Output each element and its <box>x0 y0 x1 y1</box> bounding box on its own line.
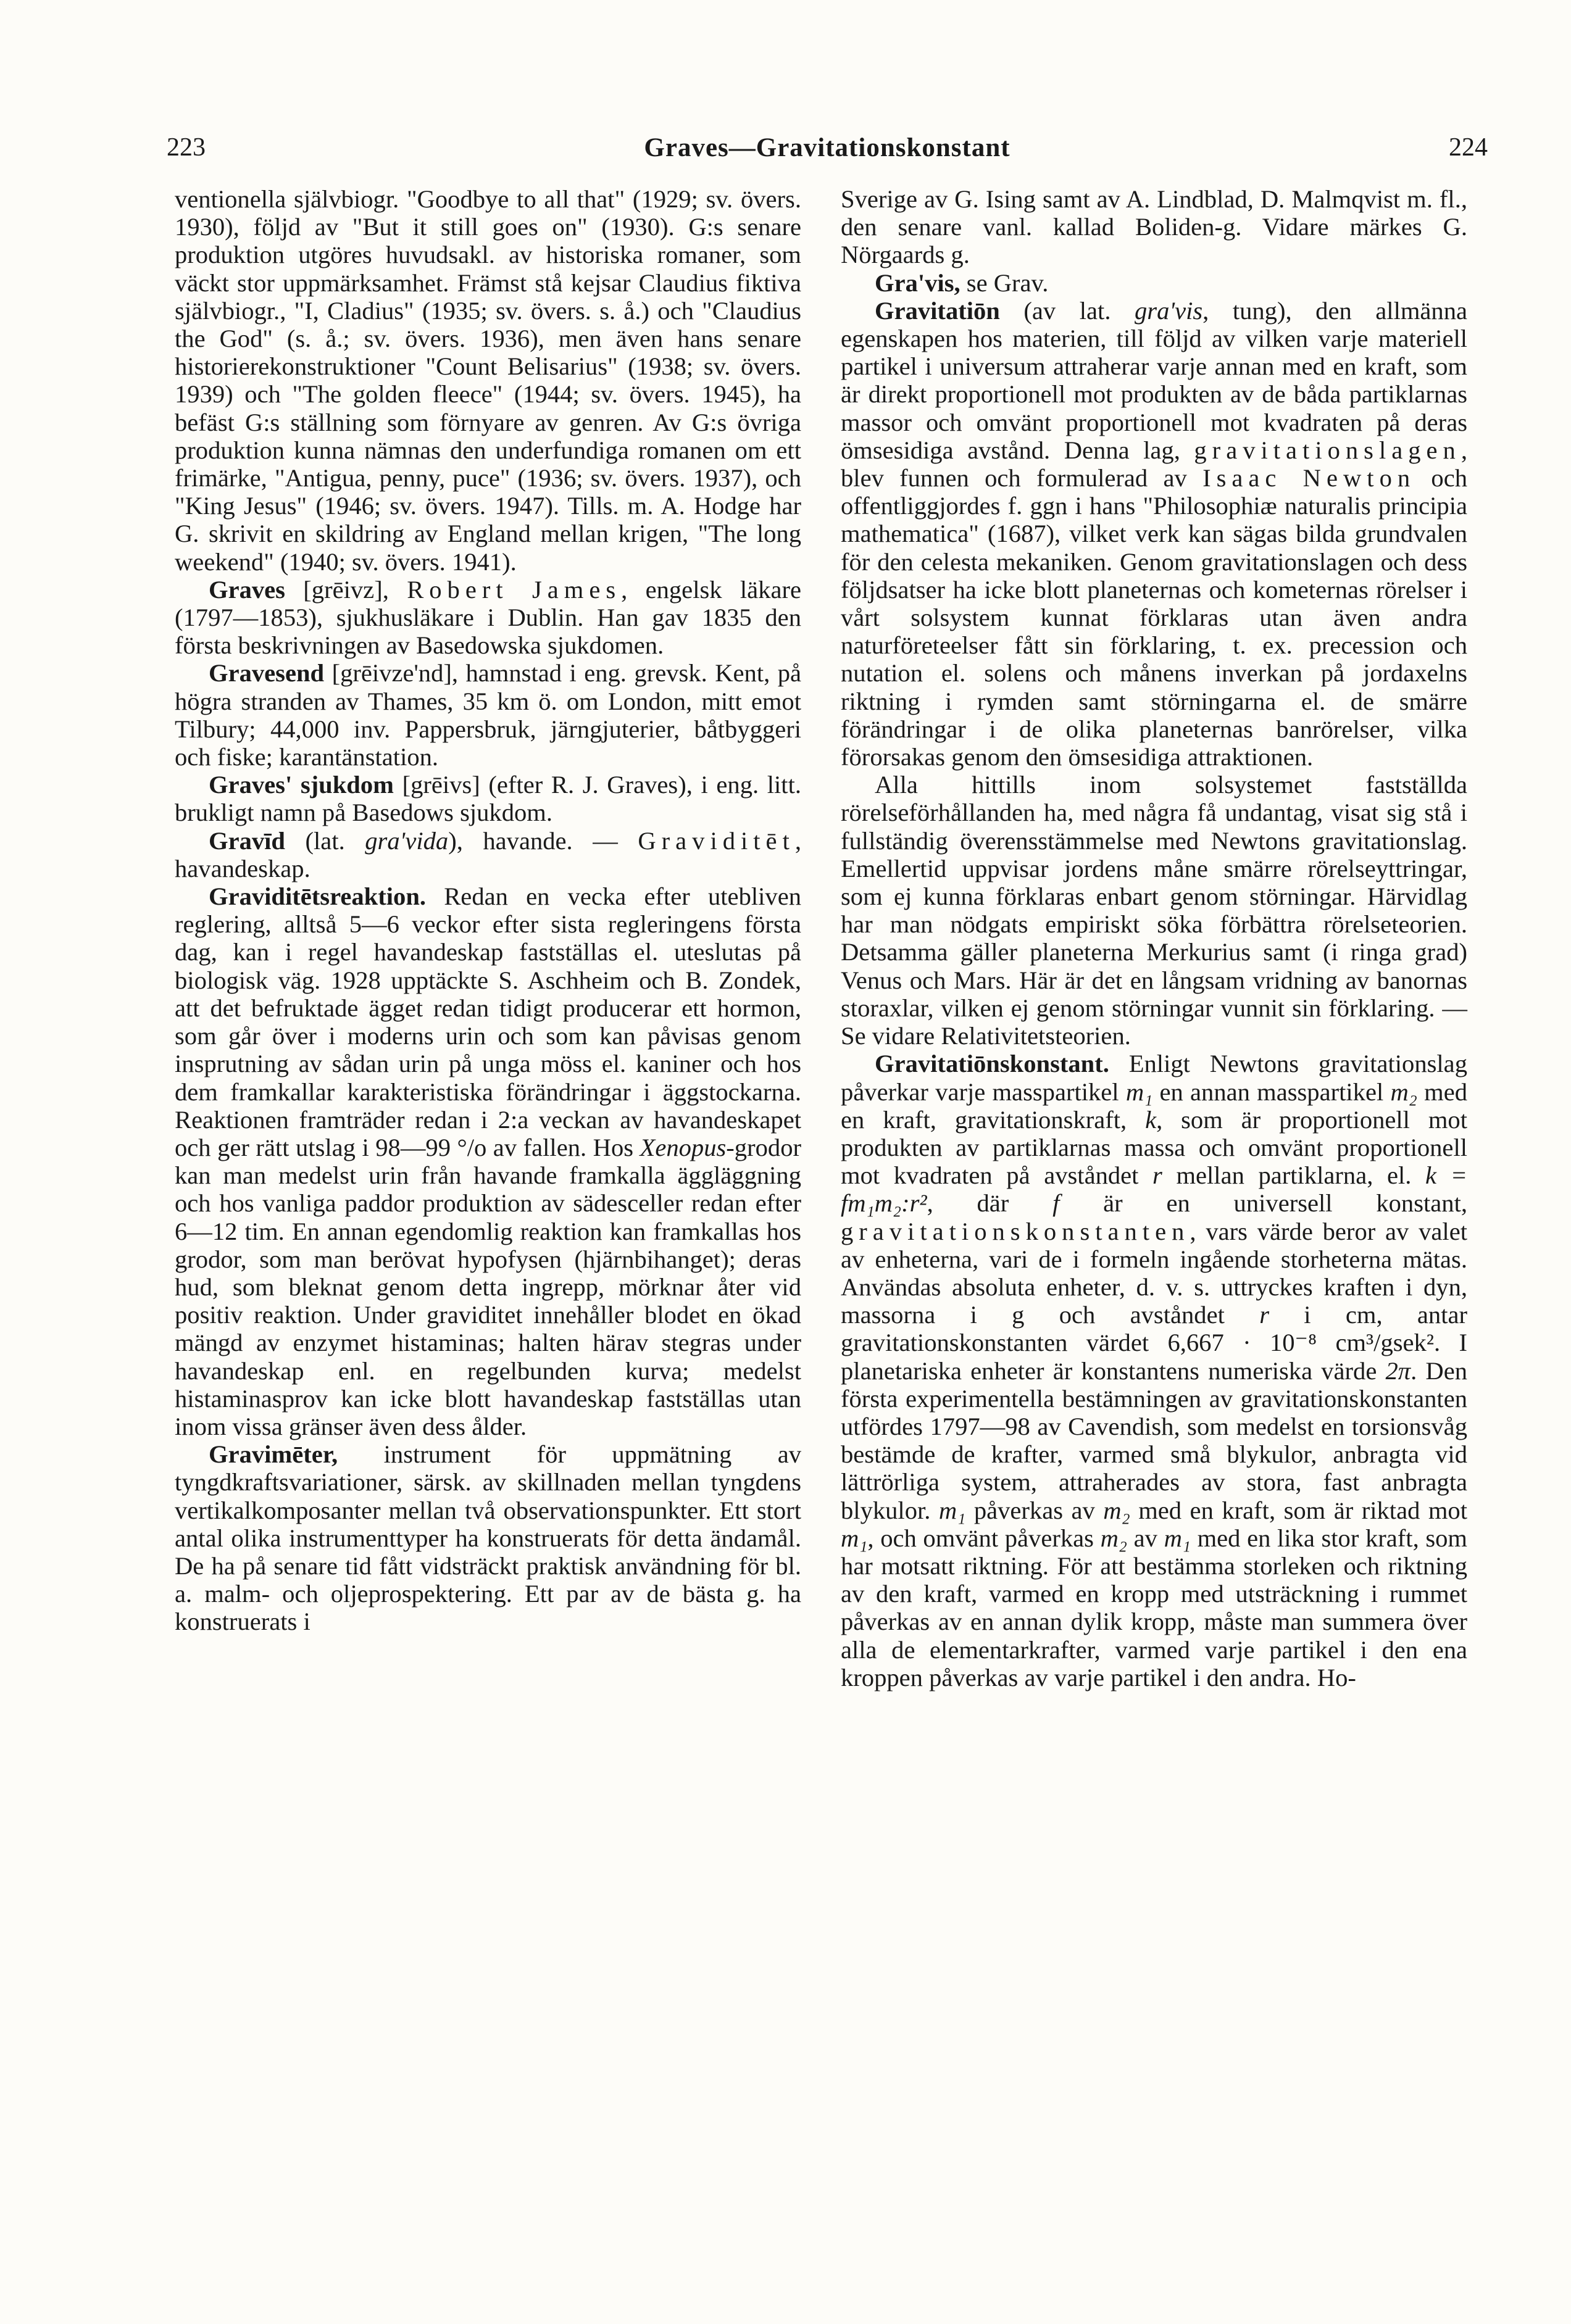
headword: Graviditētsreaktion. <box>209 882 427 911</box>
headword: Graves' sjukdom <box>209 771 394 799</box>
spaced-term: Graviditēt <box>638 826 795 855</box>
entry-gravitationskonstant: Gravitatiōnskonstant. Enligt Newtons gravitationslag påverkar varje masspartikel m₁ en annan masspartikel m₂ med en kraft, gravitationskraft, k, som är proportionell mot produkten av partiklarnas massa och omvänt proportionell mot kvadraten på avståndet r mellan partiklarna, el. k = fm₁m₂:r², där f är en universell konstant, gravitationskonstanten, vars värde beror av valet av enheterna, vari de i formeln ingående storheterna mätas. Användas absoluta enheter, d. v. s. uttryckes kraften i dyn, massorna i g och avståndet r i cm, antar gravitationskonstanten värdet 6,667 · 10⁻⁸ cm³/gsek². I planetariska enheter är konstantens numeriska värde 2π. Den första experimentella bestämningen av gravitationskonstanten utfördes 1797—98 av Cavendish, som medelst en torsionsvåg bestämde de krafter, varmed små blykulor, anbragta vid lättrörliga system, attraherades av stora, fast anbragta blykulor. m₁ påverkas av m₂ med en kraft, som är riktad mot m₁, och omvänt påverkas m₂ av m₁ med en lika stor kraft, som har motsatt riktning. För att bestämma storleken och riktning av den kraft, varmed en kropp med utsträckning i rummet påverkas av en annan dylik kropp, måste man summera över alla de elementarkrafter, varmed varje partikel i den ena kroppen påverkas av varje partikel i den andra. Ho- <box>841 1050 1468 1691</box>
paragraph-alla: Alla hittills inom solsystemet fastställda rörelseförhållanden ha, med några få undantag, visat sig stå i fullständig överensstämmelse med Newtons gravitationslag. Emellertid uppvisar jordens måne smärre rörelseyttringar, som ej kunna förklaras enbart genom störningar. Härvidlag har man nödgats empiriskt söka förbättra rörelseteorien. Detsamma gäller planeterna Merkurius samt (i ringa grad) Venus och Mars. Här är det en långsam vridning av banornas storaxlar, vilken ej genom störningar vunnit sin förklaring. — Se vidare Relativitetsteorien. <box>841 771 1467 1050</box>
headword: Gravitatiōn <box>875 296 1000 325</box>
entry-graves-sjukdom: Graves' sjukdom [grēivs] (efter R. J. Graves), i eng. litt. brukligt namn på Basedows sjukdom. <box>175 771 801 827</box>
entry-gravitation: Gravitatiōn (av lat. gra'vis, tung), den allmänna egenskapen hos materien, till följd av vilken varje materiell partikel i universum attraherar varje annan med en kraft, som är direkt proportionell mot produkten av de båda partiklarnas massor och omvänt proportionell mot kvadraten på deras ömsesidiga avstånd. Denna lag, gravitationslagen, blev funnen och formulerad av Isaac Newton och offentliggjordes f. ggn i hans "Philosophiæ naturalis principia mathematica" (1687), vilket verk kan sägas bilda grundvalen för den celesta mekaniken. Genom gravitationslagen och dess följdsatser ha icke blott planeternas och kometernas rörelser i vårt solsystem kunnat förklaras utan även andra naturföreteelser fått sin förklaring, t. ex. precession och nutation el. solens och månens inverkan på jordaxelns riktning i rymden samt störningarna el. de smärre förändringar i de olika planeternas banrörelser, vilka förorsakas genom den ömsesidiga attraktionen. <box>841 296 1468 771</box>
headword: Graves <box>209 575 285 604</box>
headword: Gravitatiōnskonstant. <box>875 1050 1109 1078</box>
headword: Gravimēter, <box>209 1440 338 1469</box>
spaced-name: Robert James <box>407 575 622 604</box>
headword: Gravesend <box>209 659 325 687</box>
entry-graviditetsreaktion: Graviditētsreaktion. Redan en vecka efter utebliven reglering, alltså 5—6 veckor efter sista regleringens första dag, kan i regel havandeskap fastställas el. uteslutas på biologisk väg. 1928 upptäckte S. Aschheim och B. Zondek, att det befruktade ägget redan tidigt producerar ett hormon, som går över i moderns urin och som kan påvisas genom insprutning av sådan urin på unga möss el. kaniner och hos dem framkallar karakteristiska förändringar i äggstockarna. Reaktionen framträder redan i 2:a veckan av havandeskapet och ger rätt utslag i 98—99 °/o av fallen. Hos Xenopus-grodor kan man medelst urin från havande framkalla äggläggning och hos vanliga paddor produktion av sädesceller redan efter 6—12 tim. En annan egendomlig reaktion kan framkallas hos grodor, som man berövat hypofysen (hjärnbihanget); deras hud, som bleknat genom detta ingrepp, mörknar åter vid positiv reaktion. Under graviditet innehåller blodet en ökad mängd av enzymet histaminas; halten härav stegras under havandeskap enl. en regelbunden kurva; medelst histaminasprov kan icke blott havandeskap fastställas utan inom vissa gränser även dess ålder. <box>175 882 801 1440</box>
headword: Gra'vis, <box>875 268 961 297</box>
entry-gravimeter: Gravimēter, instrument för uppmätning av tyngdkraftsvariationer, särsk. av skillnaden mellan tyngdens vertikalkomposanter mellan två observationspunkter. Ett stort antal olika instrumenttyper ha konstruerats för detta ändamål. De ha på senare tid fått vidsträckt praktisk användning för bl. a. malm- och oljeprospektering. Ett par av de bästa g. ha konstruerats i <box>175 1440 801 1636</box>
spaced-term: gravitationskonstanten <box>841 1217 1190 1245</box>
entry-gravis: Gra'vis, se Grav. <box>875 268 1049 297</box>
entry-gravesend: Gravesend [grēivze'nd], hamnstad i eng. grevsk. Kent, på högra stranden av Thames, 35 km ö. om London, mitt emot Tilbury; 44,000 inv. Pappersbruk, järngjuterier, båtbyggeri och fiske; karantänstation. <box>175 659 801 771</box>
spaced-name: Isaac Newton <box>1202 464 1416 492</box>
left-column <box>175 185 801 1636</box>
right-column <box>841 185 1467 1691</box>
formula: k = fm₁m₂:r² <box>841 1161 1467 1218</box>
entry-continuation: ventionella självbiogr. "Goodbye to all that" (1929; sv. övers. 1930), följd av "But it still goes on" (1930). G:s senare produktion utgöres huvudsakl. av historiska romaner, som väckt stor uppmärksamhet. Främst stå kejsar Claudius fiktiva självbiogr., "I, Cladius" (1935; sv. övers. s. å.) och "Claudius the God" (s. å.; sv. övers. 1936), men även hans senare historierekonstruktioner "Count Belisarius" (1938; sv. övers. 1939) och "The golden fleece" (1944; sv. övers. 1945), ha befäst G:s ställning som förnyare av genren. Av G:s övriga produktion kunna nämnas den underfundiga romanen om ett frimärke, "Antigua, penny, puce" (1936; sv. övers. 1937), och "King Jesus" (1946; sv. övers. 1947). Tills. m. A. Hodge har G. skrivit en skildring av England mellan krigen, "The long weekend" (1940; sv. övers. 1941). <box>175 185 801 576</box>
entry-graves: Graves [grēivz], Robert James, engelsk läkare (1797—1853), sjukhusläkare i Dublin. Han gav 1835 den första beskrivningen av Basedowska sjukdomen. <box>175 575 801 660</box>
running-head: Graves—Gravitationskonstant <box>644 133 1011 162</box>
headword: Gravīd <box>209 826 285 855</box>
page-number-left: 223 <box>167 133 206 162</box>
page-header <box>167 133 1488 170</box>
page-number-right: 224 <box>1449 133 1488 162</box>
entry-continuation: Sverige av G. Ising samt av A. Lindblad, D. Malmqvist m. fl., den senare vanl. kallad Boliden-g. Vidare märkes G. Nörgaards g. <box>841 185 1467 269</box>
spaced-term: gravitationslagen <box>1194 436 1461 464</box>
entry-gravid: Gravīd (lat. gra'vida), havande. — Graviditēt, havandeskap. <box>175 826 801 882</box>
